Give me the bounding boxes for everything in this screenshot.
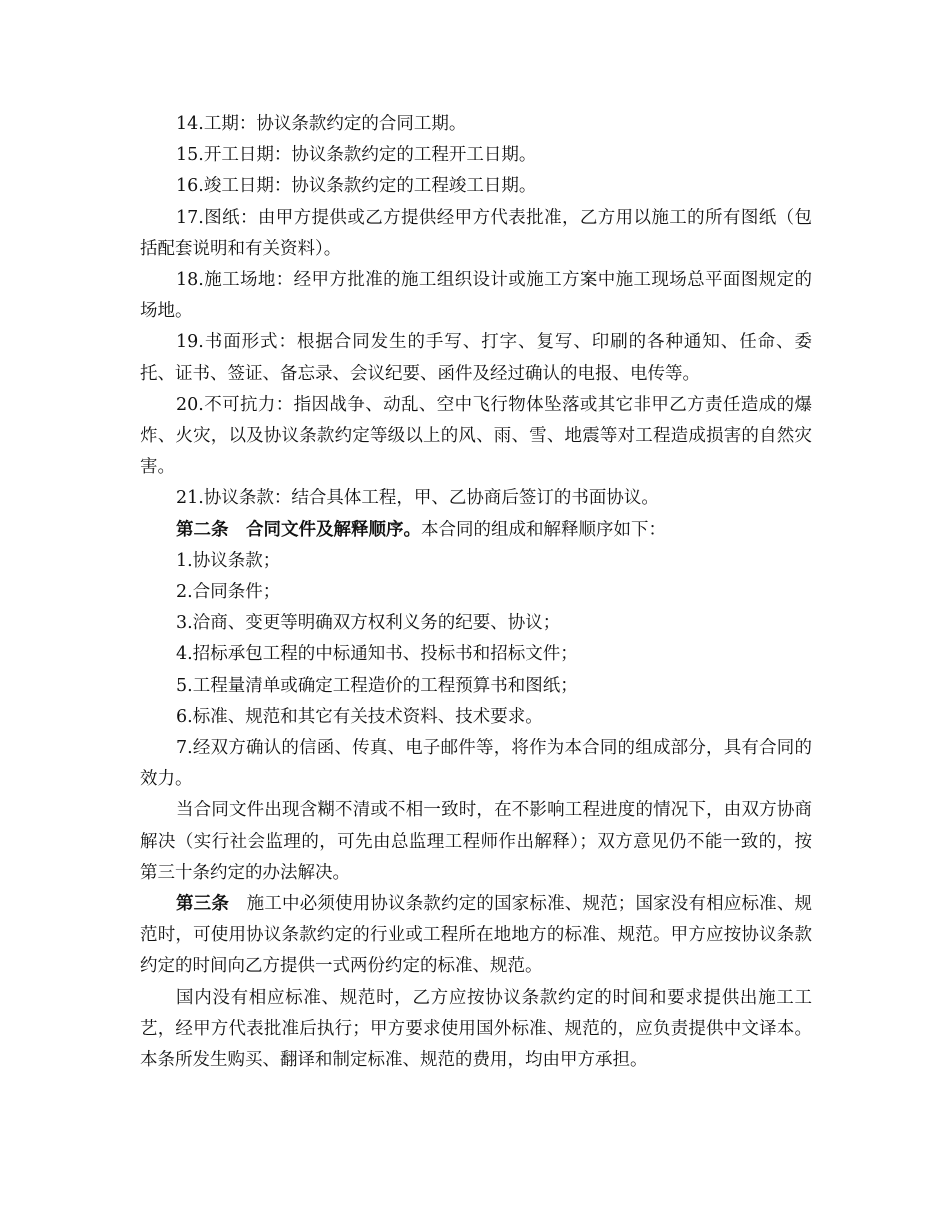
document-order-1: 1.协议条款； [176,550,281,571]
article-2-intro: 本合同的组成和解释顺序如下： [421,519,666,540]
definition-14: 14.工期：协议条款约定的合同工期。 [176,114,467,134]
definition-17: 17.图纸：由甲方提供或乙方提供经甲方代表批准，乙方用以施工的所有图纸（包括配套说明和有关资料）。 [140,207,812,259]
definition-20: 20.不可抗力：指因战争、动乱、空中飞行物体坠落或其它非甲乙方责任造成的爆炸、火灾，以及协议条款约定等级以上的风、雨、雪、地震等对工程造成损害的自然灾害。 [140,394,812,478]
document-order-7: 7.经双方确认的信函、传真、电子邮件等，将作为本合同的组成部分，具有合同的效力。 [140,738,812,790]
article-2-heading: 第二条 合同文件及解释顺序。 [176,519,421,540]
foreign-standards-paragraph: 国内没有相应标准、规范时，乙方应按协议条款约定的时间和要求提供出施工工艺，经甲方代表批准后执行；甲方要求使用国外标准、规范的，应负责提供中文译本。本条所发生购买、翻译和制定标准、规范的费用，均由甲方承担。 [140,987,812,1071]
document-order-5: 5.工程量清单或确定工程造价的工程预算书和图纸； [176,675,578,696]
document-body [140,109,812,1076]
definition-21: 21.协议条款：结合具体工程，甲、乙协商后签订的书面协议。 [176,488,659,509]
article-3-text: 施工中必须使用协议条款约定的国家标准、规范；国家没有相应标准、规范时，可使用协议条款约定的行业或工程所在地地方的标准、规范。甲方应按协议条款约定的时间向乙方提供一式两份约定的标准、规范。 [140,894,812,977]
conflict-resolution-paragraph: 当合同文件出现含糊不清或不相一致时，在不影响工程进度的情况下，由双方协商解决（实行社会监理的，可先由总监理工程师作出解释）；双方意见仍不能一致的，按第三十条约定的办法解决。 [140,800,812,883]
article-3-heading: 第三条 [176,894,230,915]
article-2-paragraph [140,515,812,546]
document-order-3: 3.洽商、变更等明确双方权利义务的纪要、协议； [176,613,561,634]
definition-16: 16.竣工日期：协议条款约定的工程竣工日期。 [176,176,537,197]
article-3-paragraph [140,889,812,983]
definition-19: 19.书面形式：根据合同发生的手写、打字、复写、印刷的各种通知、任命、委托、证书、签证、备忘录、会议纪要、函件及经过确认的电报、电传等。 [140,332,812,384]
definition-15: 15.开工日期：协议条款约定的工程开工日期。 [176,145,537,166]
document-order-2: 2.合同条件； [176,582,281,603]
document-order-4: 4.招标承包工程的中标通知书、投标书和招标文件； [176,644,578,665]
document-order-6: 6.标准、规范和其它有关技术资料、技术要求。 [176,706,543,727]
definition-18: 18.施工场地：经甲方批准的施工组织设计或施工方案中施工现场总平面图规定的场地。 [140,270,812,322]
